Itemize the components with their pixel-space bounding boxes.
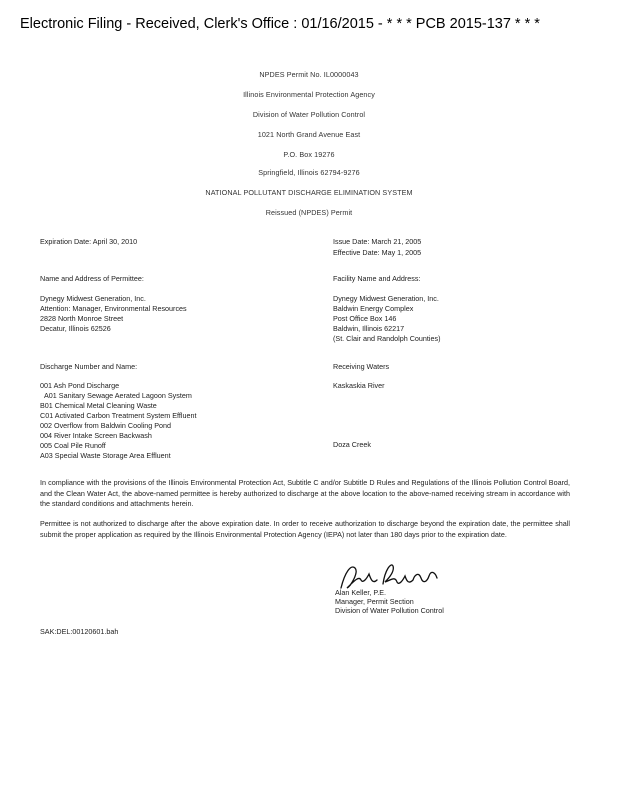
compliance-paragraph: In compliance with the provisions of the Illinois Environmental Protection Act, Subtitle C and/or Subtitle D Rules and Regulations of the Illinois Pollution Control Board, and the Clean Water Act, the above-named permittee is hereby authorized to discharge at the above location to the above-named receiving stream in accordance with the standard conditions and attachments herein. (40, 478, 570, 508)
discharge-item: 004 River Intake Screen Backwash (40, 431, 152, 440)
discharge-item: C01 Activated Carbon Treatment System Effluent (40, 411, 197, 420)
expiration-date: Expiration Date: April 30, 2010 (40, 237, 138, 246)
agency-name: Illinois Environmental Protection Agency (243, 90, 375, 99)
facility-line: Post Office Box 146 (333, 314, 397, 323)
receiving-heading: Receiving Waters (333, 362, 390, 371)
discharge-item: A01 Sanitary Sewage Aerated Lagoon System (44, 391, 192, 400)
facility-line: Dynegy Midwest Generation, Inc. (333, 294, 439, 303)
facility-line: (St. Clair and Randolph Counties) (333, 334, 441, 343)
discharge-heading: Discharge Number and Name: (40, 362, 138, 371)
discharge-item: 005 Coal Pile Runoff (40, 441, 106, 450)
discharge-item: A03 Special Waste Storage Area Effluent (40, 451, 171, 460)
facility-line: Baldwin Energy Complex (333, 304, 414, 313)
authorization-paragraph: Permittee is not authorized to discharge after the above expiration date. In order to receive authorization to discharge beyond the expiration date, the permittee shall submit the proper application as required by the Illinois Environmental Protection Agency (IEPA) not later than 180 days prior to the expiration date. (40, 519, 570, 539)
receiving-doza: Doza Creek (333, 440, 371, 449)
file-reference: SAK:DEL:00120601.bah (40, 627, 119, 636)
agency-pobox: P.O. Box 19276 (283, 150, 335, 159)
system-title: NATIONAL POLLUTANT DISCHARGE ELIMINATION SYSTEM (205, 188, 413, 197)
permit-type: Reissued (NPDES) Permit (265, 208, 353, 217)
effective-date: Effective Date: May 1, 2005 (333, 248, 422, 257)
agency-street: 1021 North Grand Avenue East (257, 130, 361, 139)
receiving-kaskaskia: Kaskaskia River (333, 381, 385, 390)
discharge-item: B01 Chemical Metal Cleaning Waste (40, 401, 157, 410)
facility-line: Baldwin, Illinois 62217 (333, 324, 405, 333)
discharge-item: 002 Overflow from Baldwin Cooling Pond (40, 421, 172, 430)
permittee-line: Attention: Manager, Environmental Resources (40, 304, 187, 313)
permittee-line: Dynegy Midwest Generation, Inc. (40, 294, 146, 303)
division-name: Division of Water Pollution Control (252, 110, 366, 119)
filing-stamp: Electronic Filing - Received, Clerk's Office : 01/16/2015 - * * * PCB 2015-137 * * * (20, 16, 540, 32)
permittee-line: Decatur, Illinois 62526 (40, 324, 111, 333)
permittee-line: 2828 North Monroe Street (40, 314, 124, 323)
signer-name: Alan Keller, P.E. (335, 588, 387, 597)
issue-date: Issue Date: March 21, 2005 (333, 237, 422, 246)
permit-number: NPDES Permit No. IL0000043 (259, 70, 359, 79)
facility-heading: Facility Name and Address: (333, 274, 421, 283)
agency-city: Springfield, Illinois 62794-9276 (258, 168, 360, 177)
permittee-heading: Name and Address of Permittee: (40, 274, 144, 283)
signer-title: Manager, Permit Section (335, 597, 414, 606)
discharge-item: 001 Ash Pond Discharge (40, 381, 120, 390)
signer-division: Division of Water Pollution Control (335, 606, 444, 615)
